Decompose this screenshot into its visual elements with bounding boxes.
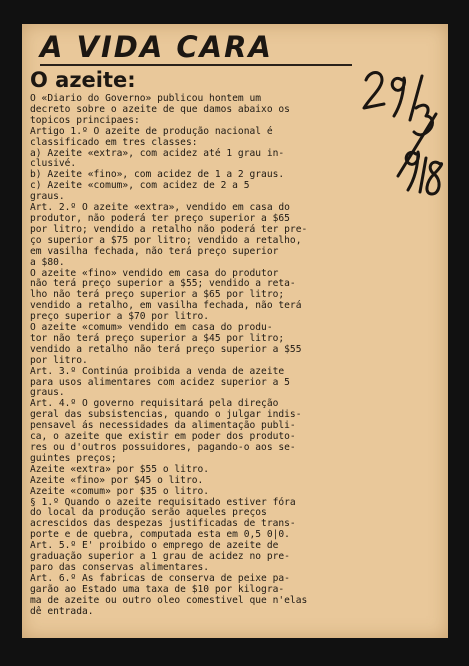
article-line: Art. 6.º As fabricas de conserva de peixe pa-	[30, 572, 290, 584]
article-line: Art. 5.º E' proibido o emprego de azeite de	[30, 540, 279, 552]
article-line: acrescidos das despezas justificadas de trans-	[30, 518, 296, 530]
article-line: a $80.	[30, 256, 65, 268]
article-line: graus.	[30, 387, 65, 399]
article-line: tor não terá preço superior a $45 por litro;	[30, 332, 285, 344]
article-line: Azeite «comum» por $35 o litro.	[30, 485, 210, 497]
article-line: clusivé.	[30, 158, 77, 170]
article-line: graduação superior a 1 grau de acidez no pre-	[30, 551, 290, 563]
article-line: ço superior a $75 por litro; vendido a retalho,	[30, 234, 302, 246]
article-line: Art. 3.º Continúa proibida a venda de azeite	[30, 365, 285, 377]
article-line: paro das conservas alimentares.	[30, 561, 210, 573]
article-line: pensavel ás necessidades da alimentação publi-	[30, 420, 296, 432]
article-line: § 1.º Quando o azeite requisitado estiver fóra	[30, 496, 296, 508]
article-line: O azeite «fino» vendido em casa do produtor	[30, 267, 279, 279]
article-line: c) Azeite «comum», com acidez de 2 a 5	[30, 180, 250, 192]
article-line: ma de azeite ou outro oleo comestivel que n'elas	[30, 594, 308, 606]
article-line: Art. 2.º O azeite «extra», vendido em casa do	[30, 202, 290, 214]
article-line: para usos alimentares com acidez superior a 5	[30, 376, 290, 388]
article-line: porte e de quebra, computada esta em 0,5 0|0.	[30, 529, 290, 541]
article-line: lho não terá preço superior a $65 por litro;	[30, 289, 285, 301]
article-line: não terá preço superior a $55; vendido a reta-	[30, 278, 296, 290]
article-headline: O azeite:	[30, 68, 136, 92]
article-line: produtor, não poderá ter preço superior a $65	[30, 212, 290, 224]
article-line: Artigo 1.º O azeite de produção nacional é	[30, 125, 273, 137]
article-line: preço superior a $70 por litro.	[30, 311, 210, 323]
article-line: vendido a retalho, em vasilha fechada, não terá	[30, 300, 302, 312]
article-line: do local da produção serão aqueles preços	[30, 507, 267, 519]
article-line: decreto sobre o azeite de que damos abaixo os	[30, 103, 290, 115]
section-banner: A VIDA CARA	[40, 30, 273, 64]
article-line: dê entrada.	[30, 605, 94, 617]
article-line: garão ao Estado uma taxa de $10 por kilogra-	[30, 583, 285, 595]
newspaper-clipping	[22, 24, 448, 638]
article-line: Azeite «extra» por $55 o litro.	[30, 463, 210, 475]
article-line: topicos principaes:	[30, 114, 140, 126]
article-line: classificado em tres classes:	[30, 136, 198, 148]
article-line: Azeite «fino» por $45 o litro.	[30, 474, 204, 486]
article-line: guintes preços;	[30, 452, 117, 464]
article-line: vendido a retalho não terá preço superior a $55	[30, 343, 302, 355]
article-line: em vasilha fechada, não terá preço superior	[30, 245, 279, 257]
article-line: res ou d'outros possuidores, pagando-o aos se-	[30, 442, 296, 453]
article-line: Art. 4.º O governo requisitará pela direção	[30, 398, 279, 410]
article-line: por litro; vendido a retalho não poderá ter pre-	[30, 223, 308, 235]
article-line: O «Diario do Governo» publicou hontem um	[30, 93, 262, 104]
article-line: graus.	[30, 191, 65, 203]
article-line: geral das subsistencias, quando o julgar indis-	[30, 409, 302, 421]
article-line: b) Azeite «fino», com acidez de 1 a 2 graus.	[30, 169, 285, 181]
article-body	[30, 94, 352, 618]
handwritten-date-annotation	[360, 54, 448, 214]
article-line: ca, o azeite que existir em poder dos produto-	[30, 431, 296, 443]
article-line: O azeite «comum» vendido em casa do produ-	[30, 322, 273, 334]
article-line: por litro.	[30, 354, 88, 366]
article-line: a) Azeite «extra», com acidez até 1 grau in-	[30, 147, 285, 159]
